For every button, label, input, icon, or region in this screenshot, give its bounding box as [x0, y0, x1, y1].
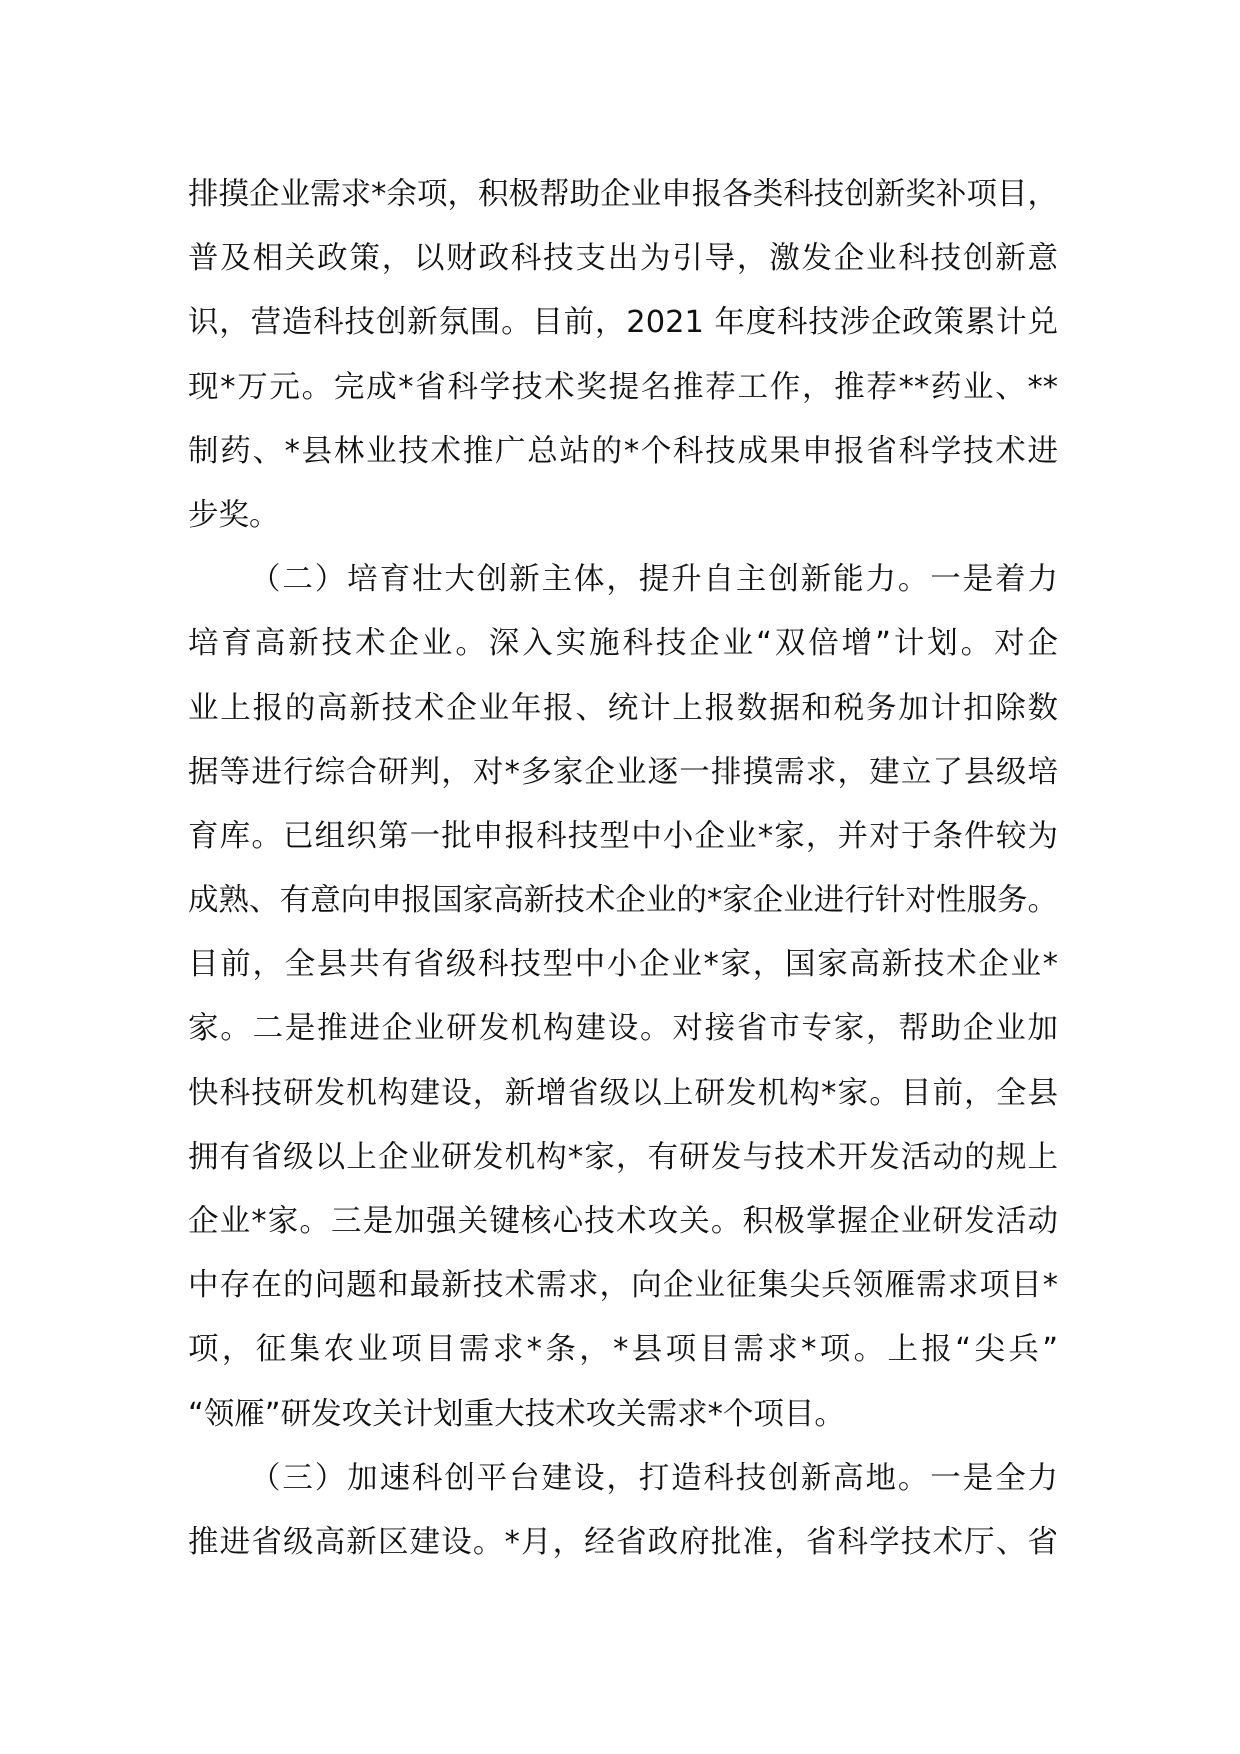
text-line: 普及相关政策，以财政科技支出为引导，激发企业科技创新意	[188, 241, 1058, 277]
text-line: 育库。已组织第一批申报科技型中小企业*家，并对于条件较为	[188, 818, 1058, 854]
text-line: 拥有省级以上企业研发机构*家，有研发与技术开发活动的规上	[188, 1139, 1058, 1175]
text-line: “领雁”研发攻关计划重大技术攻关需求*个项目。	[188, 1396, 845, 1432]
text-line: 现*万元。完成*省科学技术奖提名推荐工作，推荐**药业、**	[188, 369, 1058, 405]
document-body	[188, 163, 1058, 1575]
text-line: 识，营造科技创新氛围。目前，2021 年度科技涉企政策累计兑	[188, 305, 1058, 341]
section-heading-line: （三）加速科创平台建设，打造科技创新高地。一是全力	[250, 1460, 1058, 1496]
text-line: 排摸企业需求*余项，积极帮助企业申报各类科技创新奖补项目，	[188, 177, 1058, 212]
text-line: 步奖。	[188, 497, 280, 533]
section-heading-line: （二）培育壮大创新主体，提升自主创新能力。一是着力	[250, 562, 1058, 598]
text-line: 企业*家。三是加强关键核心技术攻关。积极掌握企业研发活动	[188, 1204, 1058, 1239]
text-line: 项，征集农业项目需求*条，*县项目需求*项。上报“尖兵”	[188, 1332, 1058, 1368]
text-line: 业上报的高新技术企业年报、统计上报数据和税务加计扣除数	[188, 690, 1058, 726]
text-line: 培育高新技术企业。深入实施科技企业“双倍增”计划。对企	[188, 626, 1058, 662]
text-line: 目前，全县共有省级科技型中小企业*家，国家高新技术企业*	[188, 947, 1058, 983]
text-line: 制药、*县林业技术推广总站的*个科技成果申报省科学技术进	[188, 433, 1058, 469]
text-line: 成熟、有意向申报国家高新技术企业的*家企业进行针对性服务。	[188, 883, 1058, 919]
text-line: 推进省级高新区建设。*月，经省政府批准，省科学技术厅、省	[188, 1524, 1058, 1560]
text-line: 家。二是推进企业研发机构建设。对接省市专家，帮助企业加	[188, 1011, 1058, 1047]
text-line: 中存在的问题和最新技术需求，向企业征集尖兵领雁需求项目*	[188, 1268, 1058, 1304]
text-line: 快科技研发机构建设，新增省级以上研发机构*家。目前，全县	[188, 1075, 1058, 1111]
text-line: 据等进行综合研判，对*多家企业逐一排摸需求，建立了县级培	[188, 754, 1058, 790]
